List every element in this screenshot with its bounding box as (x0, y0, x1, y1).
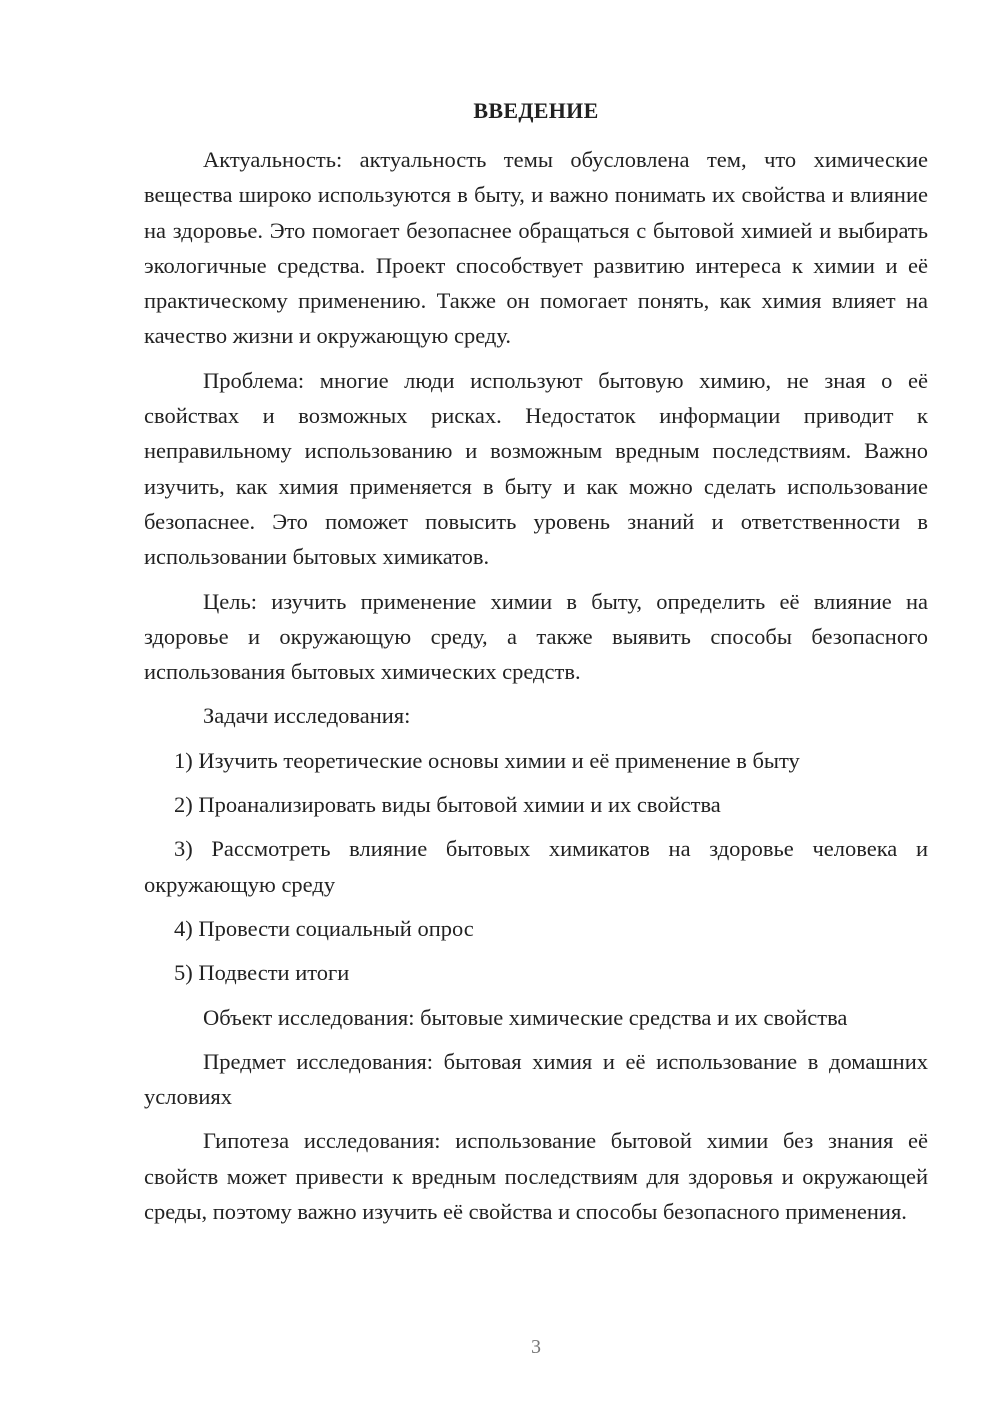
problem-paragraph: Проблема: многие люди используют бытовую химию, не зная о её свойствах и возможных рисках. Недостаток информации приводит к неправильному использованию и возможным вредным последствиям. Важно изучить, как химия применяется в быту и как можно сделать использование безопаснее. Это поможет повысить уровень знаний и ответственности в использовании бытовых химикатов. (144, 367, 928, 570)
task-item-4: 4) Провести социальный опрос (174, 915, 474, 941)
page-number: 3 (531, 1336, 541, 1358)
section-heading: ВВЕДЕНИЕ (473, 98, 599, 123)
task-item-2: 2) Проанализировать виды бытовой химии и их свойства (174, 792, 721, 818)
hypothesis-paragraph: Гипотеза исследования: использование бытовой химии без знания её свойств может привести к вредным последствиям для здоровья и окружающей среды, поэтому важно изучить её свойства и способы безопасного применения. (144, 1128, 928, 1225)
subject-paragraph: Предмет исследования: бытовая химия и её использование в домашних условиях (144, 1048, 928, 1110)
task-item-1: 1) Изучить теоретические основы химии и её применение в быту (174, 747, 800, 773)
task-item-3: 3) Рассмотреть влияние бытовых химикатов на здоровье человека и окружающую среду (144, 836, 928, 897)
goal-paragraph: Цель: изучить применение химии в быту, определить её влияние на здоровье и окружающую среду, а также выявить способы безопасного использования бытовых химических средств. (144, 588, 928, 685)
task-item-5: 5) Подвести итоги (174, 960, 350, 986)
tasks-heading: Задачи исследования: (203, 703, 411, 729)
relevance-paragraph: Актуальность: актуальность темы обусловлена тем, что химические вещества широко используются в быту, и важно понимать их свойства и влияние на здоровье. Это помогает безопаснее обращаться с бытовой химией и выбирать экологичные средства. Проект способствует развитию интереса к химии и её практическому применению. Также он помогает понять, как химия влияет на качество жизни и окружающую среду. (144, 147, 928, 349)
document-body (144, 142, 928, 1238)
object-paragraph: Объект исследования: бытовые химические средства и их свойства (203, 1004, 848, 1030)
